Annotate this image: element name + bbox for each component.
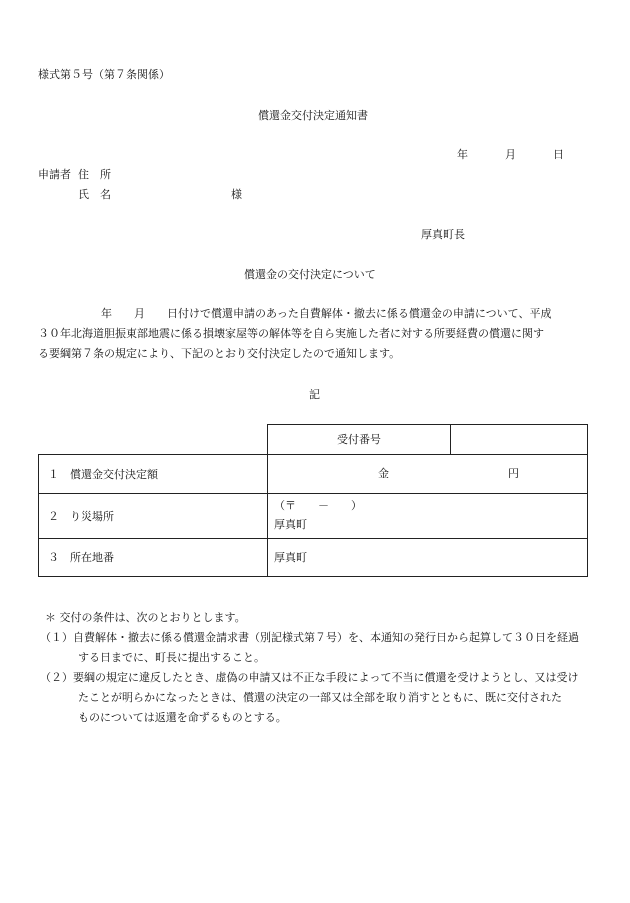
issuer-name: 厚真町長 xyxy=(421,228,465,241)
receipt-number-value xyxy=(451,425,588,455)
body-paragraph xyxy=(38,304,593,364)
disaster-location-label: ２ り災場所 xyxy=(39,494,268,539)
postal-code: （〒 － ） xyxy=(274,499,362,512)
subject-heading: 償還金の交付決定について xyxy=(244,268,376,281)
date-year-label: 年 xyxy=(457,148,468,161)
condition-2-line-3: ものについては返還を命ずるものとする。 xyxy=(78,711,287,724)
ki-marker: 記 xyxy=(309,388,320,401)
applicant-label: 申請者 xyxy=(38,168,71,181)
table-row xyxy=(39,455,588,494)
amount-label: １ 償還金交付決定額 xyxy=(39,455,268,494)
body-line-2: ３０年北海道胆振東部地震に係る損壊家屋等の解体等を自ら実施した者に対する所要経費の償還に関す xyxy=(38,327,544,340)
condition-2-line-2: たことが明らかになったときは、償還の決定の一部又は全部を取り消すとともに、既に交付された xyxy=(78,691,562,704)
condition-2-line-1: （２）要綱の規定に違反したとき、虚偽の申請又は不正な手段によって不当に償還を受けようとし、又は受け xyxy=(40,671,579,684)
disaster-location-cell xyxy=(268,494,588,539)
date-month-label: 月 xyxy=(505,148,516,161)
body-line-3: る要綱第７条の規定により、下記のとおり交付決定したので通知します。 xyxy=(38,347,401,360)
document-title: 償還金交付決定通知書 xyxy=(258,109,368,122)
address-label: 住 所 xyxy=(78,168,111,181)
table-row xyxy=(39,494,588,539)
honorific: 様 xyxy=(231,188,242,201)
form-number: 様式第５号（第７条関係） xyxy=(38,68,170,81)
yen-label: 円 xyxy=(508,467,519,480)
amount-value-cell xyxy=(268,455,588,494)
lot-number-label: ３ 所在地番 xyxy=(39,539,268,577)
condition-1-line-2: する日までに、町長に提出すること。 xyxy=(78,651,265,664)
blank-cell xyxy=(39,425,268,455)
town-name: 厚真町 xyxy=(274,518,307,531)
receipt-number-label: 受付番号 xyxy=(268,425,451,455)
conditions-intro: ＊ 交付の条件は、次のとおりとします。 xyxy=(45,611,246,624)
condition-1-line-1: （１）自費解体・撤去に係る償還金請求書（別記様式第７号）を、本通知の発行日から起算して３０日を経過 xyxy=(40,631,579,644)
table-row xyxy=(39,539,588,577)
name-label: 氏 名 xyxy=(78,188,111,201)
kin-label: 金 xyxy=(378,467,389,480)
date-day-label: 日 xyxy=(553,148,564,161)
lot-number-value: 厚真町 xyxy=(268,539,588,577)
decision-table xyxy=(38,424,588,577)
receipt-row xyxy=(39,425,588,455)
body-line-1: 年 月 日付けで償還申請のあった自費解体・撤去に係る償還金の申請について、平成 xyxy=(101,307,552,320)
conditions-section xyxy=(40,608,594,728)
